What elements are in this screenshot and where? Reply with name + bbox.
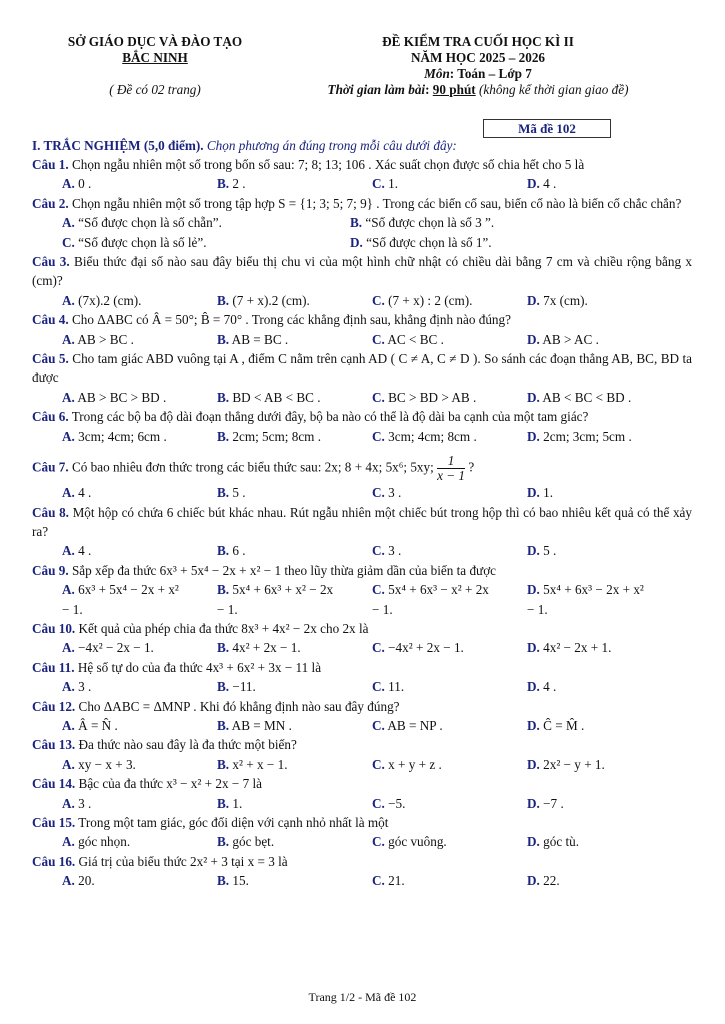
question-6 (32, 407, 692, 426)
option-c: C. BC > BD > AB . (372, 389, 477, 405)
option-b: B. −11. (217, 679, 256, 695)
option-c: C. 5x⁴ + 6x³ − x² + 2x − 1. (372, 582, 489, 617)
options-row (32, 794, 692, 813)
options-row (32, 427, 692, 446)
question-text: Kết quả của phép chia đa thức 8x³ + 4x² − 2x cho 2x là (75, 620, 369, 636)
question-text: Chọn ngẫu nhiên một số trong bốn số sau: 7; 8; 13; 106 . Xác suất chọn được số chia hết cho 5 là (68, 157, 585, 172)
option-c: C. AC < BC . (372, 331, 444, 347)
option-c: C. AB = NP . (372, 717, 443, 733)
option-b: B. AB = MN . (217, 717, 292, 733)
question-1 (32, 155, 692, 174)
question-number: Câu 13. (32, 737, 76, 753)
question-4 (32, 310, 692, 329)
question-13 (32, 735, 692, 754)
question-10 (32, 619, 692, 638)
option-b: B. 5x⁴ + 6x³ + x² − 2x − 1. (217, 582, 334, 617)
fraction: $\frac{1}{x - 1}$ (437, 453, 466, 484)
option-a: A. góc nhọn. (62, 834, 131, 850)
option-c: C. 3 . (372, 485, 402, 501)
option-a: A. 3 . (62, 679, 92, 695)
question-number: Câu 6. (32, 409, 69, 425)
question-text: Cho tam giác ABD vuông tại A , điểm C nằm trên cạnh AD ( C ≠ A, C ≠ D ). So sánh các đoạn thẳng AB, BC, BD ta được (32, 351, 693, 386)
option-a: A. (7x).2 (cm). (62, 292, 142, 308)
option-b: B. AB = BC . (217, 331, 289, 347)
option-b: B. 5 . (217, 485, 246, 501)
question-11 (32, 658, 692, 677)
options-row (32, 677, 692, 696)
option-d: D. 5x⁴ + 6x³ − 2x + x² − 1. (527, 582, 644, 617)
option-d: D. Ĉ = M̂ . (527, 717, 585, 733)
question-number: Câu 8. (32, 504, 69, 520)
question-text: Chọn ngẫu nhiên một số trong tập hợp S = {1; 3; 5; 7; 9} . Trong các biến cố sau, biến cố nào là biến cố chắc chắn? (68, 195, 682, 211)
option-d: D. 4 . (527, 176, 557, 192)
option-a: A. AB > BC . (62, 331, 134, 347)
question-number: Câu 16. (32, 853, 76, 869)
option-c: C. 21. (372, 873, 405, 889)
question-text: Có bao nhiêu đơn thức trong các biểu thức sau: 2x; 8 + 4x; 5x⁶; 5xy; (68, 459, 434, 475)
question-text: Đa thức nào sau đây là đa thức một biến? (75, 737, 297, 753)
question-text: Bậc của đa thức x³ − x² + 2x − 7 là (75, 776, 263, 792)
option-d: D. 2x² − y + 1. (527, 756, 605, 772)
question-text: Hệ số tự do của đa thức 4x³ + 6x² + 3x − 11 là (74, 659, 322, 675)
option-d: D. “Số được chọn là số 1”. (350, 234, 492, 250)
options-row (32, 174, 692, 193)
option-b: B. góc bẹt. (217, 834, 275, 850)
options-row (32, 638, 692, 657)
option-a: A. 6x³ + 5x⁴ − 2x + x² − 1. (62, 582, 179, 617)
option-c: C. −4x² + 2x − 1. (372, 640, 464, 656)
question-text: Giá trị của biểu thức 2x² + 3 tại x = 3 là (75, 853, 288, 869)
question-number: Câu 14. (32, 776, 76, 792)
question-2 (32, 194, 692, 213)
question-number: Câu 10. (32, 620, 76, 636)
options-row (32, 716, 692, 735)
question-9 (32, 561, 692, 580)
option-b: B. x² + x − 1. (217, 756, 288, 772)
question-7: Câu 7. Có bao nhiêu đơn thức trong các biểu thức sau: 2x; 8 + 4x; 5x⁶; 5xy; $\frac{1}{x - 1}$ ? (32, 453, 475, 484)
option-a: A. AB > BC > BD . (62, 389, 167, 405)
question-14 (32, 774, 692, 793)
option-b: B. 15. (217, 873, 249, 889)
questions-section (32, 137, 692, 891)
question-12 (32, 697, 692, 716)
option-a: A. “Số được chọn là số chẵn”. (62, 215, 222, 231)
option-a: A. Â = N̂ . (62, 717, 118, 733)
options-row (32, 330, 692, 349)
question-number: Câu 9. (32, 562, 69, 578)
header-right (258, 34, 698, 98)
option-c: C. −5. (372, 795, 406, 811)
question-text: Sắp xếp đa thức 6x³ + 5x⁴ − 2x + x² − 1 theo lũy thừa giảm dần của biến ta được (68, 562, 497, 578)
question-text: Cho ΔABC = ΔMNP . Khi đó khẳng định nào sau đây đúng? (75, 698, 400, 714)
header-left (30, 34, 280, 98)
option-c: C. 11. (372, 679, 405, 695)
option-d: D. 7x (cm). (527, 292, 588, 308)
question-number: Câu 5. (32, 351, 69, 367)
province-name: BẮC NINH (122, 50, 188, 65)
option-c: C. góc vuông. (372, 834, 447, 850)
option-c: C. x + y + z . (372, 756, 442, 772)
option-b: B. 4x² + 2x − 1. (217, 640, 301, 656)
options-row (32, 483, 692, 502)
question-text: Một hộp có chứa 6 chiếc bút khác nhau. Rút ngẫu nhiên một chiếc bút trong hộp thì có bao nhiêu kết quả có thể xảy ra? (32, 504, 693, 539)
page-footer: Trang 1/2 - Mã đề 102 (308, 990, 417, 1004)
option-a: A. −4x² − 2x − 1. (62, 640, 154, 656)
option-b: B. (7 + x).2 (cm). (217, 292, 310, 308)
question-text: Biểu thức đại số nào sau đây biểu thị chu vi của một hình chữ nhật có chiều dài bằng 7 cm và chiều rộng bằng x (cm)? (32, 254, 692, 289)
exam-title: ĐỀ KIỂM TRA CUỐI HỌC KÌ II (382, 34, 574, 49)
question-5 (32, 349, 692, 388)
options-row (32, 213, 692, 232)
option-d: D. 4x² − 2x + 1. (527, 640, 612, 656)
options-row (32, 291, 692, 310)
option-a: A. 4 . (62, 485, 92, 501)
option-a: A. 4 . (62, 543, 92, 559)
question-16 (32, 852, 692, 871)
option-b: B. 2 . (217, 176, 246, 192)
option-d: D. AB > AC . (527, 331, 599, 347)
option-c: C. (7 + x) : 2 (cm). (372, 292, 473, 308)
subject-line: Môn: Toán – Lớp 7 (424, 66, 532, 81)
page-count-note: ( Đề có 02 trang) (109, 82, 201, 97)
section-title: I. TRẮC NGHIỆM (5,0 điểm). Chọn phương án đúng trong mỗi câu dưới đây: (32, 138, 457, 153)
question-number: Câu 7. (32, 459, 69, 475)
options-row (32, 871, 692, 890)
option-b: B. 1. (217, 795, 243, 811)
option-d: D. 2cm; 3cm; 5cm . (527, 428, 632, 444)
question-text: Trong các bộ ba độ dài đoạn thẳng dưới đây, bộ ba nào có thể là độ dài ba cạnh của một tam giác? (68, 409, 589, 425)
question-number: Câu 4. (32, 312, 69, 328)
options-row (32, 580, 692, 619)
option-c: C. 1. (372, 176, 399, 192)
question-text: Cho ΔABC có Â = 50°; B̂ = 70° . Trong các khẳng định sau, khẳng định nào đúng? (68, 312, 511, 328)
option-d: D. AB < BC < BD . (527, 389, 632, 405)
question-number: Câu 3. (32, 254, 70, 270)
option-a: A. 3cm; 4cm; 6cm . (62, 428, 167, 444)
exam-code-box: Mã đề 102 (483, 119, 611, 138)
school-year: NĂM HỌC 2025 – 2026 (410, 50, 546, 65)
option-d: D. 1. (527, 485, 554, 501)
option-b: B. “Số được chọn là số 3 ”. (350, 215, 495, 231)
question-number: Câu 1. (32, 157, 69, 172)
option-b: B. 6 . (217, 543, 246, 559)
option-d: D. góc tù. (527, 834, 580, 850)
department-name: SỞ GIÁO DỤC VÀ ĐÀO TẠO (67, 34, 243, 49)
option-c: C. 3 . (372, 543, 402, 559)
option-a: A. 20. (62, 873, 95, 889)
options-row (32, 541, 692, 560)
option-b: B. 2cm; 5cm; 8cm . (217, 428, 322, 444)
option-c: C. “Số được chọn là số lẻ”. (62, 234, 207, 250)
question-number: Câu 2. (32, 195, 69, 211)
question-15 (32, 813, 692, 832)
time-line: Thời gian làm bài: 90 phút (không kể thời gian giao đề) (327, 82, 629, 97)
option-a: A. xy − x + 3. (62, 756, 136, 772)
options-row (32, 755, 692, 774)
option-d: D. 22. (527, 873, 560, 889)
options-row (32, 388, 692, 407)
question-text: Trong một tam giác, góc đối diện với cạnh nhỏ nhất là một (75, 815, 389, 830)
options-row (32, 233, 692, 252)
option-c: C. 3cm; 4cm; 8cm . (372, 428, 477, 444)
options-row (32, 832, 692, 851)
option-d: D. −7 . (527, 795, 564, 811)
question-3 (32, 252, 692, 291)
question-number: Câu 11. (32, 659, 75, 675)
question-number: Câu 15. (32, 815, 76, 830)
question-8 (32, 503, 692, 542)
option-d: D. 5 . (527, 543, 557, 559)
option-a: A. 0 . (62, 176, 92, 192)
question-number: Câu 12. (32, 698, 76, 714)
option-b: B. BD < AB < BC . (217, 389, 321, 405)
option-d: D. 4 . (527, 679, 557, 695)
option-a: A. 3 . (62, 795, 92, 811)
